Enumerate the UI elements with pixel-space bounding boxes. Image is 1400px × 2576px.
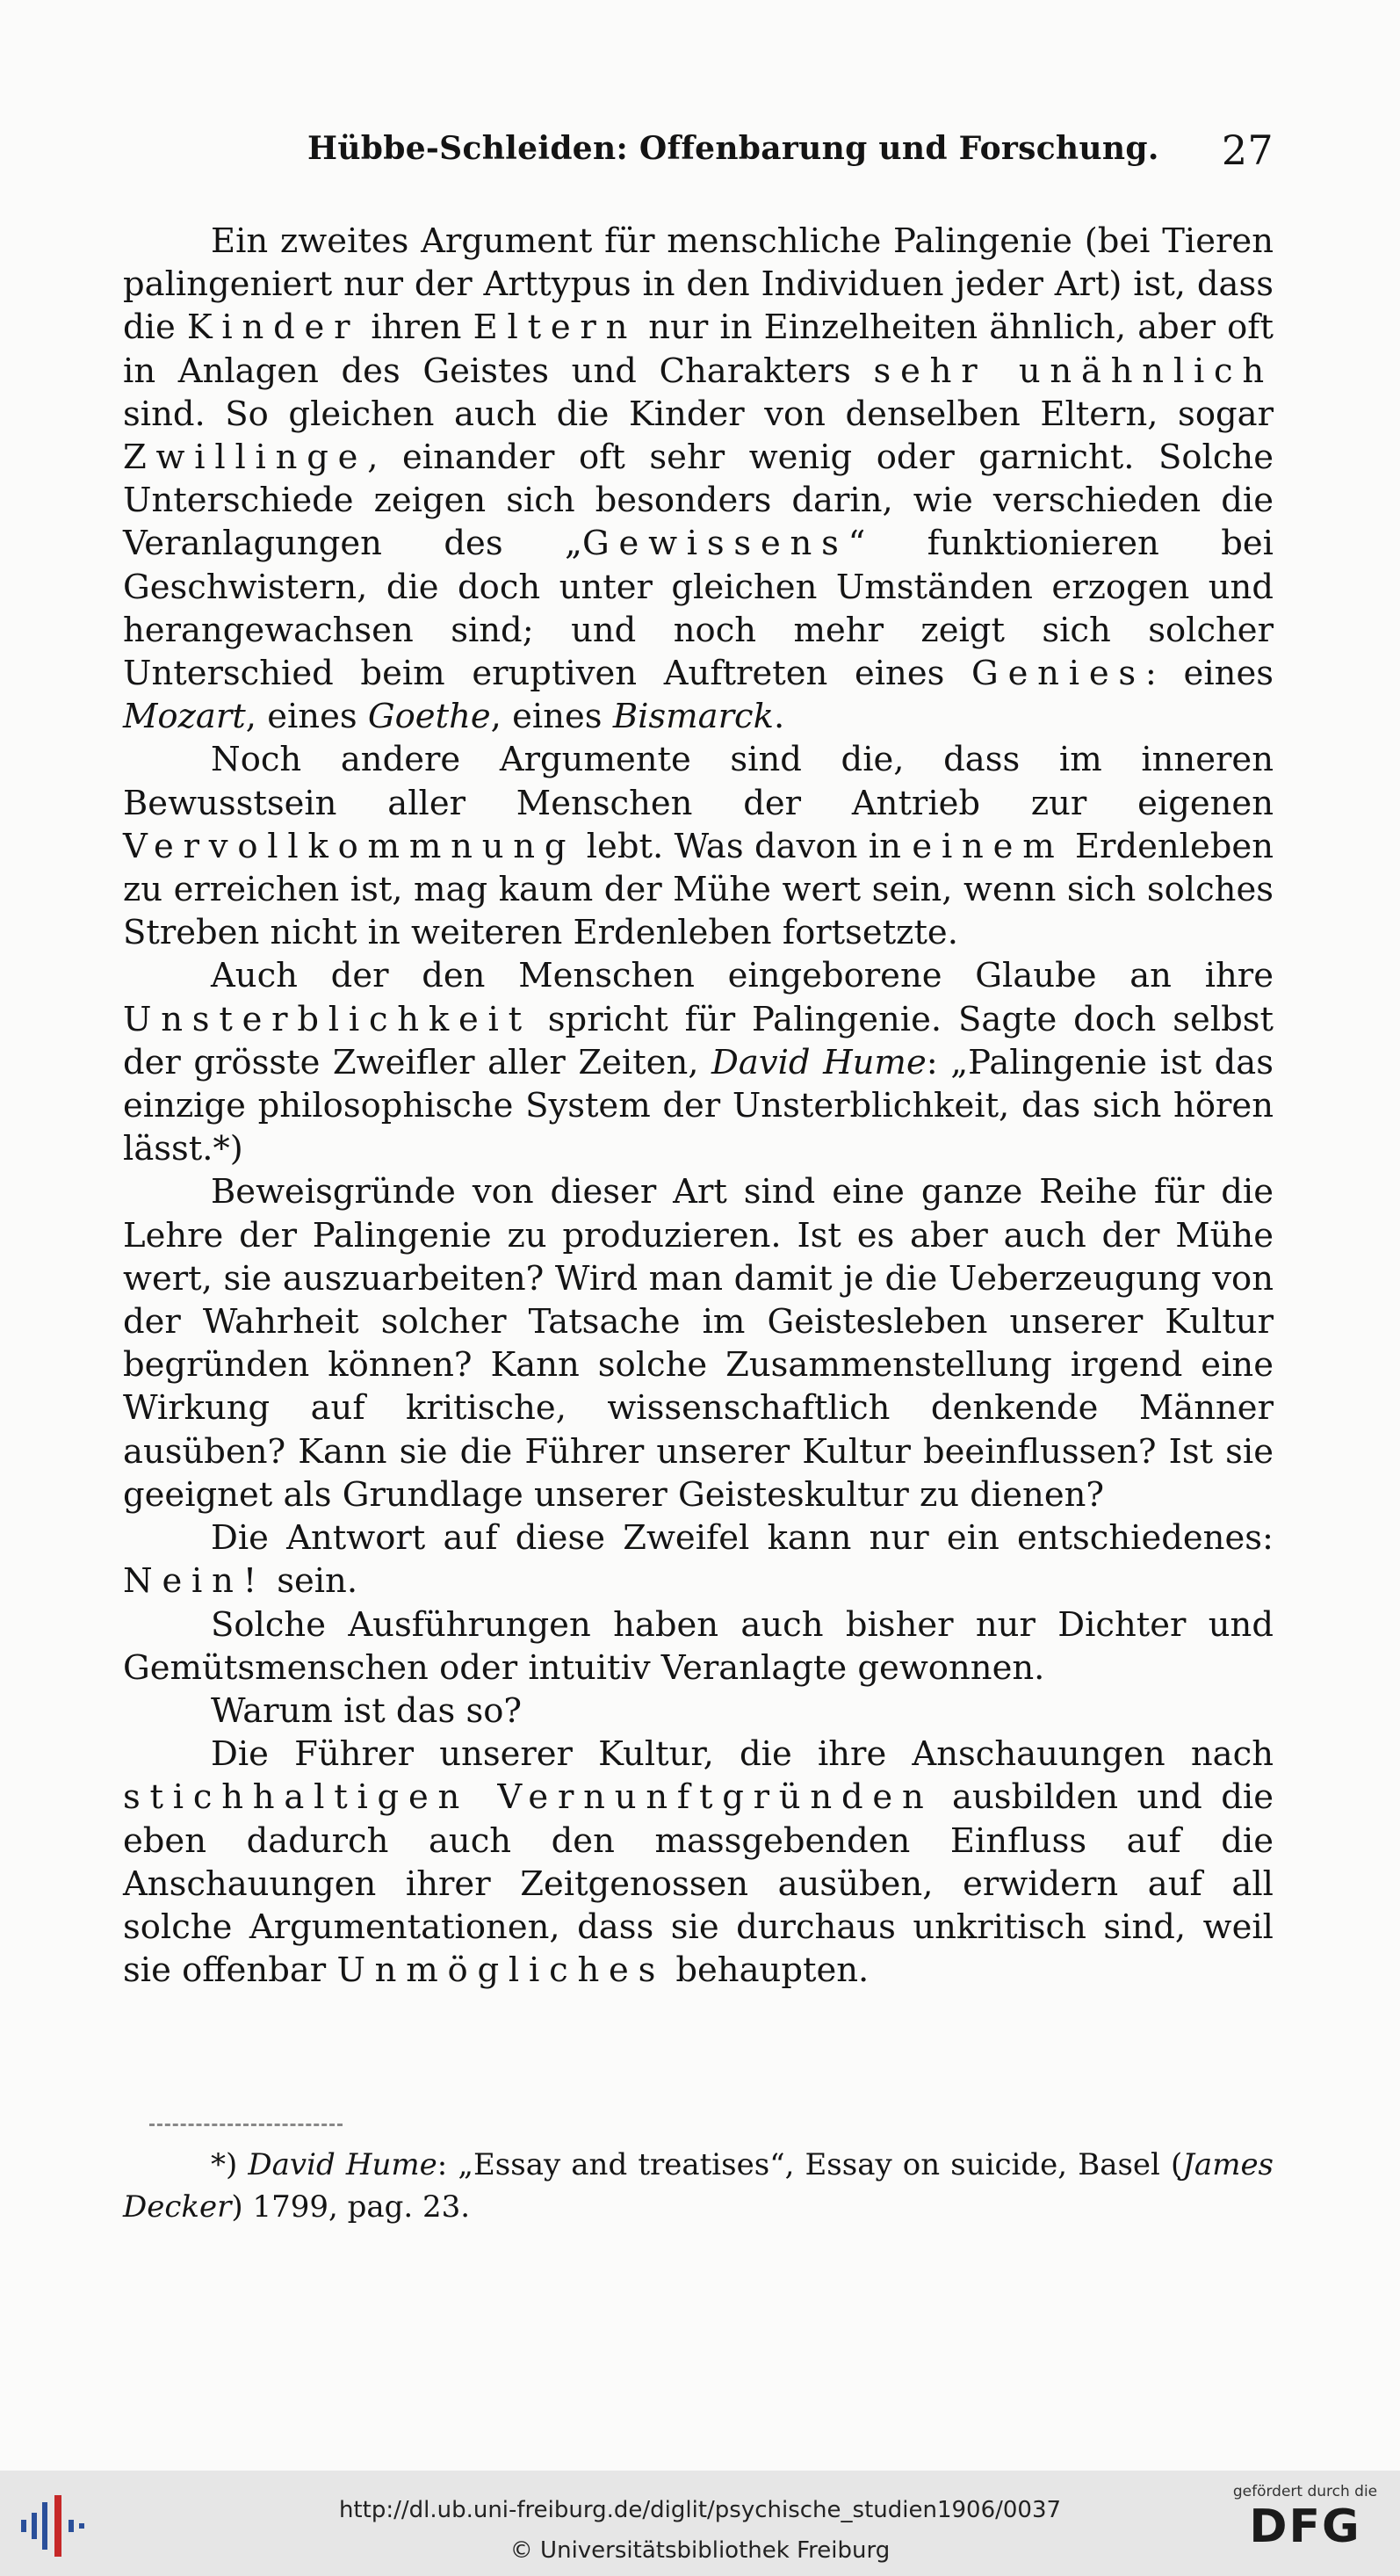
- italic-name: James Decker: [123, 2147, 1274, 2225]
- text-run: : eines: [1144, 654, 1274, 694]
- copyright-notice: © Universitätsbibliothek Freiburg: [509, 2537, 891, 2564]
- text-run: : „Palingenie ist das einzige philosophische System der Unsterblichkeit, das sich hören lässt.*): [123, 1042, 1274, 1169]
- paragraph: [123, 738, 1274, 954]
- text-run: *): [211, 2147, 249, 2182]
- text-run: Die Antwort auf diese Zweifel kann nur ein entschiedenes:: [211, 1518, 1274, 1559]
- spaced-emphasis: Kinder: [186, 308, 360, 348]
- italic-name: David Hume: [248, 2147, 437, 2182]
- spaced-emphasis: Nein!: [123, 1561, 266, 1602]
- dfg-logo-text: DFG: [1249, 2500, 1361, 2553]
- spaced-emphasis: Vervollkommnung: [123, 826, 576, 866]
- body-text: [123, 220, 1274, 1992]
- spaced-emphasis: Unsterblichkeit: [123, 999, 531, 1039]
- spaced-emphasis: stichhaltigen Vernunftgründen: [123, 1777, 934, 1818]
- italic-name: Bismarck: [612, 697, 774, 737]
- text-run: Ein zweites Argument für menschliche Palingenie (bei Tieren palingeniert nur der Arttypus in den Individuen jeder Art) ist, dass die: [123, 221, 1274, 348]
- paragraph: [123, 1603, 1274, 1690]
- text-run: sein.: [265, 1561, 358, 1602]
- text-run: sind. So gleichen auch die Kinder von denselben Eltern, sogar: [123, 394, 1274, 434]
- spaced-emphasis: sehr unähnlich: [873, 351, 1274, 391]
- spaced-emphasis: Eltern: [473, 308, 638, 348]
- italic-name: David Hume: [711, 1042, 927, 1082]
- text-run: lebt. Was davon in: [575, 826, 913, 866]
- dfg-tagline: gefördert durch die: [1232, 2483, 1378, 2500]
- text-run: : „Essay and treatises“, Essay on suicide, Basel (: [437, 2147, 1183, 2182]
- paragraph: [123, 220, 1274, 738]
- text-run: ausbilden und die eben dadurch auch den massgebenden Einfluss auf die Anschauungen ihrer Zeitgenossen ausüben, erwidern auf all solche Argumentationen, dass sie durchaus unkritisch sind, weil sie offenbar: [123, 1777, 1274, 1991]
- footnote-rule: [149, 2124, 343, 2126]
- text-run: Noch andere Argumente sind die, dass im inneren Bewusstsein aller Menschen der Antrieb zur eigenen: [123, 740, 1274, 823]
- text-run: “ funktionieren bei Geschwistern, die doch unter gleichen Umständen erzogen und herangewachsen sind; und noch mehr zeigt sich solcher Unterschied beim eruptiven Auftreten eines: [123, 524, 1274, 694]
- text-run: .: [773, 697, 785, 737]
- text-run: Solche Ausführungen haben auch bisher nur Dichter und Gemütsmenschen oder intuitiv Veranlagte gewonnen.: [123, 1604, 1274, 1688]
- text-run: Erdenleben zu erreichen ist, mag kaum der Mühe wert sein, wenn sich solches Streben nicht in weiteren Erdenleben fortsetzte.: [123, 826, 1274, 953]
- viewer-footer: [0, 2471, 1400, 2576]
- spaced-emphasis: Gewissens: [581, 524, 848, 564]
- text-run: behaupten.: [665, 1950, 870, 1991]
- footnote: [123, 2144, 1274, 2228]
- spaced-emphasis: Unmögliches: [336, 1950, 666, 1991]
- spaced-emphasis: Zwillinge: [123, 438, 368, 478]
- text-run: nur in Einzelheiten ähnlich, aber oft in Anlagen des Geistes und Charakters: [123, 308, 1274, 391]
- text-run: Beweisgründe von dieser Art sind eine ganze Reihe für die Lehre der Palingenie zu produzieren. Ist es aber auch der Mühe wert, sie auszuarbeiten? Wird man damit je die Ueberzeugung von der Wahrheit solcher Tatsache im Geistesleben unserer Kultur begründen können? Kann solche Zusammenstellung irgend eine Wirkung auf kritische, wissenschaftlich denkende Männer ausüben? Kann sie die Führer unserer Kultur beeinflussen? Ist sie geeignet als Grundlage unserer Geisteskultur zu dienen?: [123, 1172, 1274, 1515]
- text-run: , eines: [490, 697, 613, 737]
- page-number: 27: [1221, 127, 1274, 174]
- paragraph: [123, 954, 1274, 1170]
- italic-name: Mozart: [123, 697, 246, 737]
- text-run: spricht für Palingenie. Sagte doch selbst der grösste Zweifler aller Zeiten,: [123, 999, 1274, 1082]
- italic-name: Goethe: [367, 697, 491, 737]
- text-run: ihren: [359, 308, 473, 348]
- text-run: Auch der den Menschen eingeborene Glaube an ihre: [211, 956, 1274, 996]
- spaced-emphasis: einem: [912, 826, 1064, 866]
- document-url[interactable]: http://dl.ub.uni-freiburg.de/diglit/psychische_studien1906/0037: [338, 2497, 1062, 2523]
- text-run: ) 1799, pag. 23.: [231, 2189, 471, 2225]
- paragraph: [123, 1690, 1274, 1733]
- paragraph: [123, 1516, 1274, 1603]
- text-run: , einander oft sehr wenig oder garnicht. Solche Unterschiede zeigen sich besonders darin, wie verschieden die Veranlagungen des „: [123, 438, 1274, 564]
- text-run: Die Führer unserer Kultur, die ihre Anschauungen nach: [211, 1734, 1274, 1775]
- paragraph: [123, 1170, 1274, 1516]
- spaced-emphasis: Genies: [971, 654, 1145, 694]
- paragraph: [123, 1733, 1274, 1992]
- dfg-logo: [1226, 2483, 1384, 2553]
- text-run: , eines: [245, 697, 368, 737]
- running-title: Hübbe-Schleiden: Offenbarung und Forschung.: [307, 130, 1159, 167]
- text-run: Warum ist das so?: [211, 1690, 523, 1731]
